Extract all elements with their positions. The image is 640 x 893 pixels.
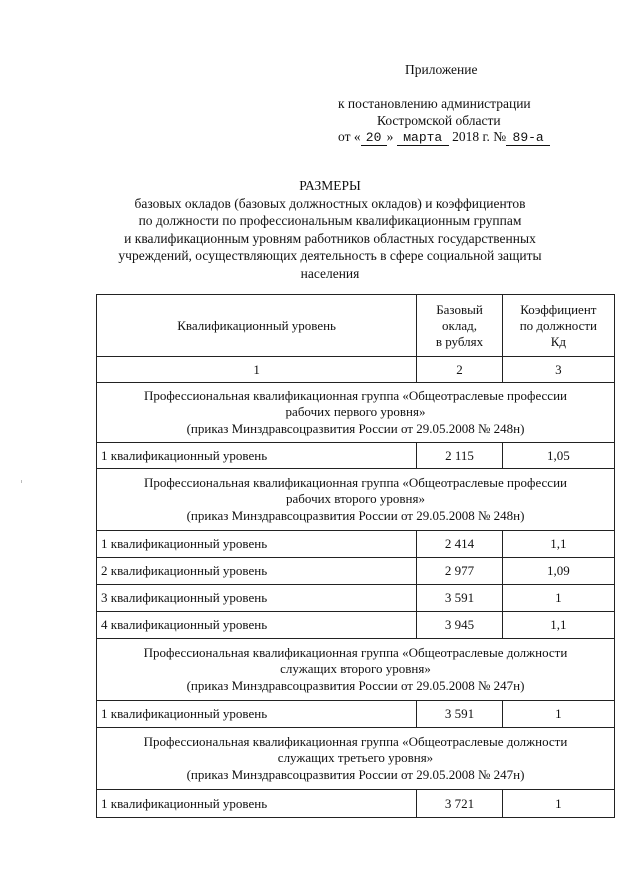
table-row (97, 701, 615, 728)
coef-cell: 1 (502, 585, 614, 612)
group-title-line: Профессиональная квалификационная группа «Общеотраслевые профессии (144, 474, 567, 490)
decree-number: 89-а (506, 131, 550, 146)
group-title-line: (приказ Минздравсоцразвития России от 29.05.2008 № 248н) (186, 420, 525, 436)
title-line-4: учреждений, осуществляющих деятельность в сфере социальной защиты (118, 248, 542, 263)
title-line-1: базовых окладов (базовых должностных окладов) и коэффициентов (134, 195, 526, 211)
date-month: марта (397, 131, 449, 146)
level-cell: 1 квалификационный уровень (97, 531, 417, 558)
column-number-row (97, 357, 615, 383)
table-row (97, 790, 615, 818)
level-cell: 1 квалификационный уровень (97, 790, 417, 818)
col-header-salary-l3: в рублях (435, 333, 484, 349)
col-header-coef (502, 295, 614, 357)
salary-cell: 3 945 (417, 612, 502, 639)
col-header-coef-l1: Коэффициент (520, 301, 597, 317)
salary-cell: 2 414 (417, 531, 502, 558)
group-title-line: служащих третьего уровня» (277, 750, 434, 766)
salary-cell: 3 591 (417, 701, 502, 728)
group-row (97, 469, 615, 531)
group-title-line: рабочих второго уровня» (286, 491, 425, 507)
appendix-label: Приложение (405, 62, 478, 77)
coef-cell: 1,1 (502, 531, 614, 558)
group-title (97, 728, 615, 790)
decree-line: к постановлению администрации (338, 96, 531, 111)
coef-cell: 1,05 (502, 443, 614, 469)
salary-cell: 2 977 (417, 558, 502, 585)
salary-cell: 3 721 (417, 790, 502, 818)
coef-cell: 1 (502, 701, 614, 728)
col-header-coef-l3: Кд (550, 333, 567, 349)
salary-table (96, 294, 615, 818)
table-row (97, 585, 615, 612)
date-prefix: от « (338, 129, 361, 144)
col-number-3: 3 (502, 357, 614, 383)
salary-cell: 2 115 (417, 443, 502, 469)
scan-mark (21, 480, 22, 483)
level-cell: 3 квалификационный уровень (97, 585, 417, 612)
col-number-2: 2 (417, 357, 502, 383)
group-title-line: служащих второго уровня» (280, 661, 431, 677)
title-line-5: населения (300, 265, 360, 281)
col-header-coef-l2: по должности (519, 317, 598, 333)
title-heading: РАЗМЕРЫ (299, 178, 361, 193)
table-row (97, 443, 615, 469)
group-title-line: рабочих первого уровня» (285, 404, 426, 420)
col-header-salary (417, 295, 502, 357)
document-title (60, 177, 600, 282)
group-row (97, 383, 615, 443)
col-header-salary-l1: Базовый (436, 301, 483, 317)
group-title-line: (приказ Минздравсоцразвития России от 29.05.2008 № 247н) (186, 766, 525, 782)
title-line-2: по должности по профессиональным квалификационным группам (138, 213, 522, 228)
group-title-line: Профессиональная квалификационная группа «Общеотраслевые профессии (144, 387, 567, 403)
table-row (97, 612, 615, 639)
table-header-row (97, 295, 615, 357)
date-close: » (386, 129, 394, 144)
group-title-line: Профессиональная квалификационная группа «Общеотраслевые должности (143, 644, 568, 660)
level-cell: 2 квалификационный уровень (97, 558, 417, 585)
group-title (97, 383, 615, 443)
date-year: 2018 г. № (452, 129, 507, 144)
salary-cell: 3 591 (417, 585, 502, 612)
group-row (97, 639, 615, 701)
table-row (97, 558, 615, 585)
group-row (97, 728, 615, 790)
level-cell: 4 квалификационный уровень (97, 612, 417, 639)
group-title-line: Профессиональная квалификационная группа «Общеотраслевые должности (143, 733, 568, 749)
coef-cell: 1,09 (502, 558, 614, 585)
region-line: Костромской области (377, 113, 501, 128)
level-cell: 1 квалификационный уровень (97, 701, 417, 728)
decree-date-line (338, 128, 550, 146)
group-title (97, 469, 615, 531)
coef-cell: 1 (502, 790, 614, 818)
level-cell: 1 квалификационный уровень (97, 443, 417, 469)
date-day: 20 (361, 131, 387, 146)
table-row (97, 531, 615, 558)
col-header-salary-l2: оклад, (442, 317, 477, 333)
group-title-line: (приказ Минздравсоцразвития России от 29.05.2008 № 248н) (186, 507, 525, 523)
col-header-level: Квалификационный уровень (97, 295, 417, 357)
title-line-3: и квалификационным уровням работников областных государственных (124, 230, 536, 246)
col-number-1: 1 (97, 357, 417, 383)
coef-cell: 1,1 (502, 612, 614, 639)
group-title-line: (приказ Минздравсоцразвития России от 29.05.2008 № 247н) (186, 677, 525, 693)
group-title (97, 639, 615, 701)
